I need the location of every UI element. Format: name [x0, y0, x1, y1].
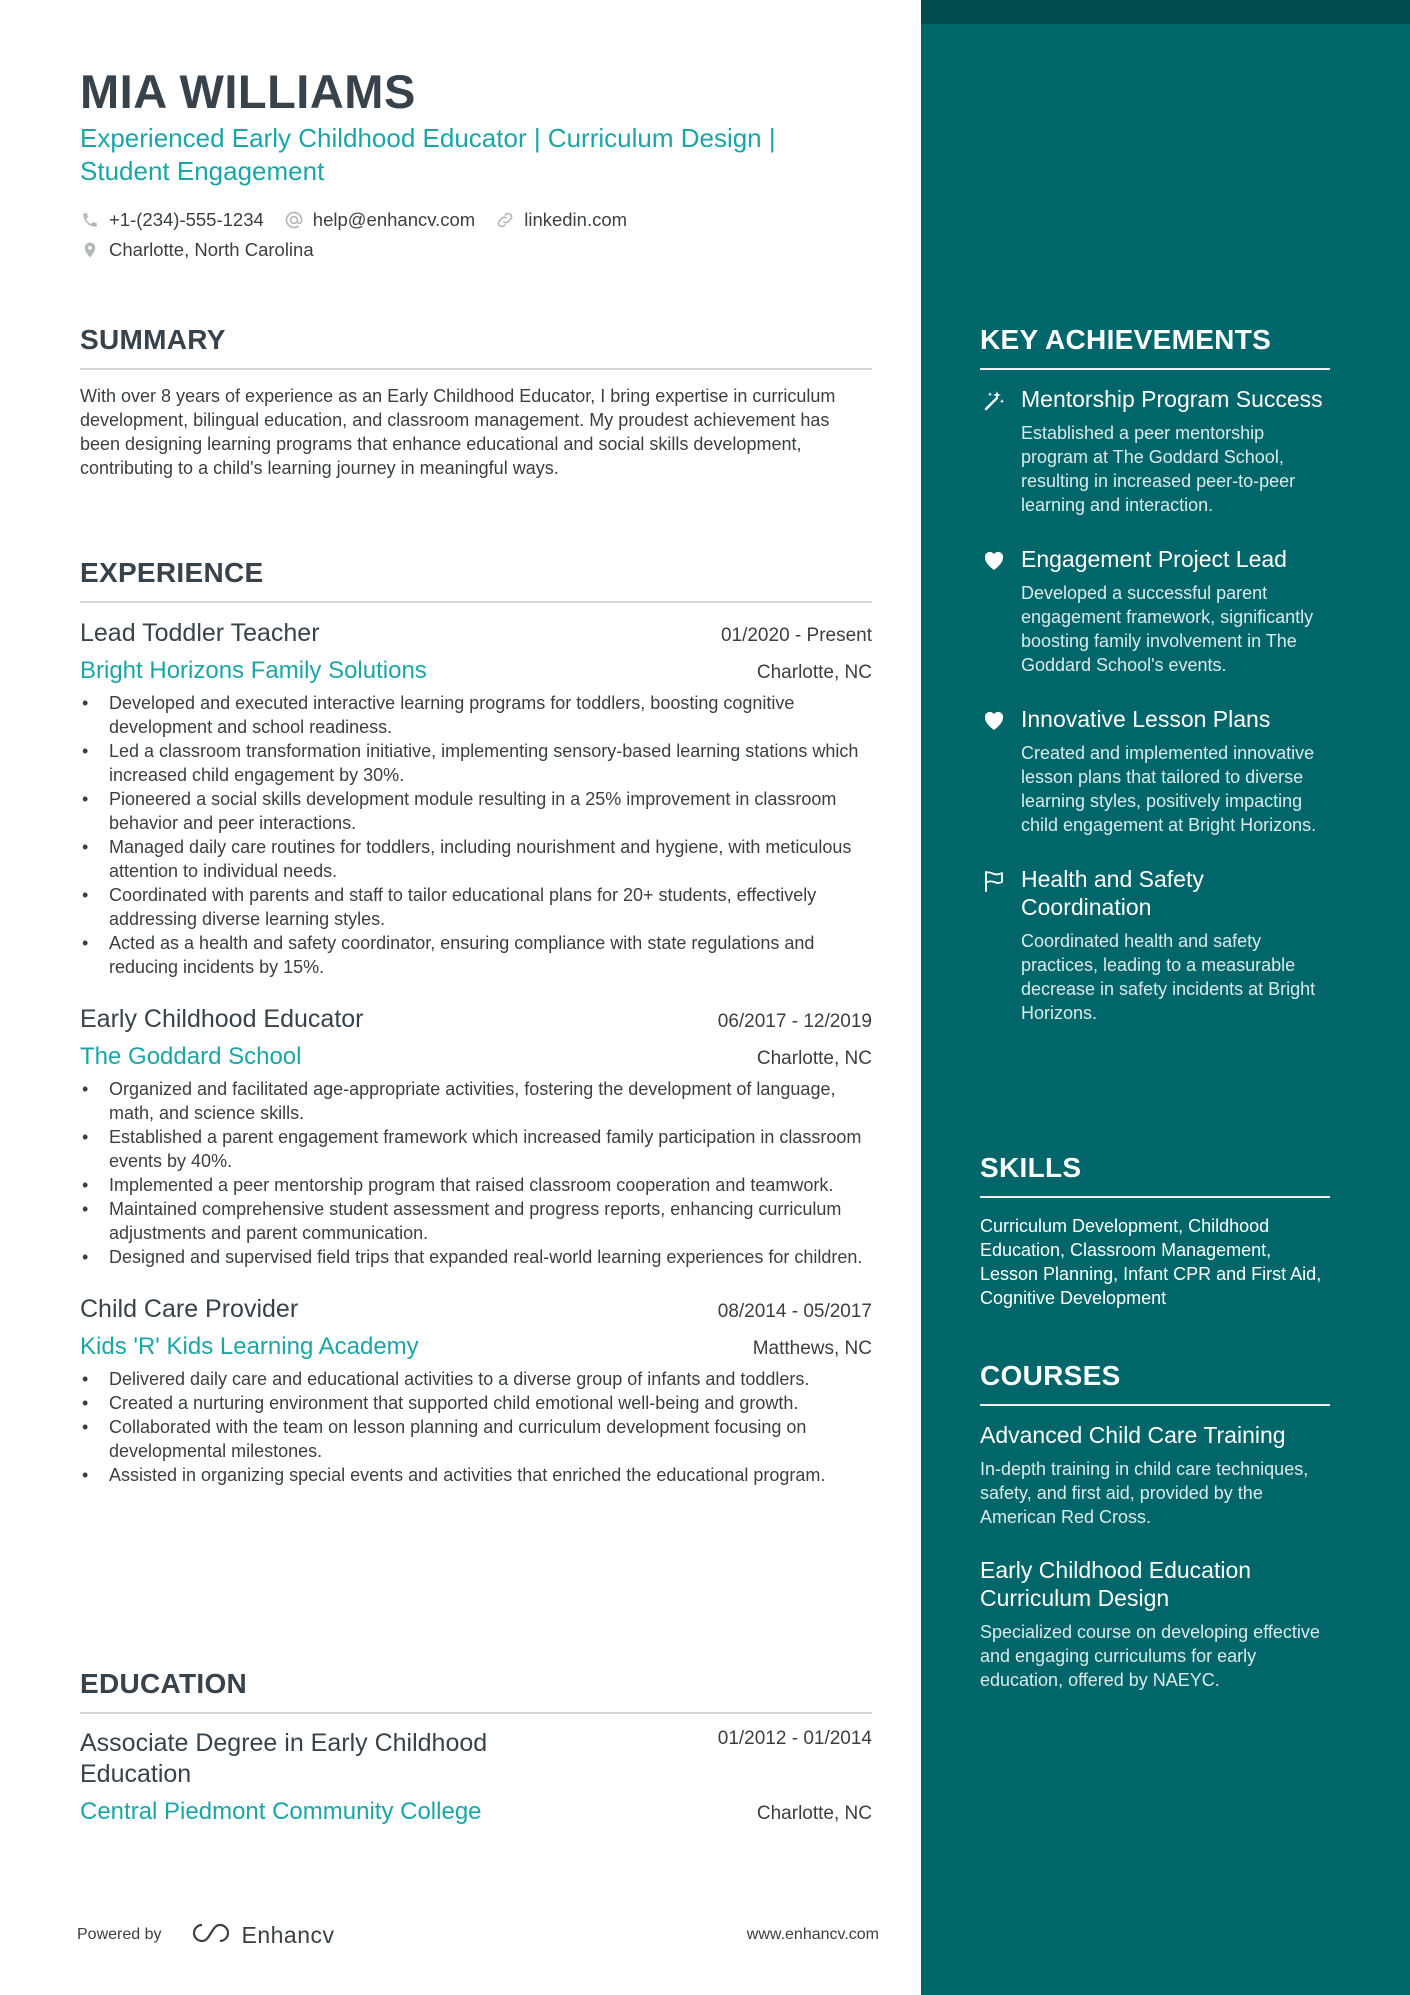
header [80, 62, 872, 265]
website-link[interactable]: www.enhancv.com [746, 1926, 879, 1943]
course-title: Advanced Child Care Training [980, 1422, 1286, 1448]
divider [80, 601, 872, 603]
link-icon [495, 210, 515, 230]
section-title-skills: SKILLS [980, 1152, 1082, 1183]
achievement-item [980, 545, 1330, 677]
divider [980, 1404, 1330, 1406]
bullet-item: • Organized and facilitated age-appropriate activities, fostering the development of language, math, and science skills. [80, 1077, 872, 1125]
education-dates: 01/2012 - 01/2014 [717, 1728, 872, 1749]
email-item[interactable] [284, 209, 475, 231]
school-name: Central Piedmont Community College [80, 1798, 482, 1825]
job-dates: 06/2017 - 12/2019 [717, 1011, 872, 1032]
achievement-title: Innovative Lesson Plans [1021, 706, 1271, 732]
phone-icon [80, 210, 100, 230]
divider [80, 368, 872, 370]
contact-info [80, 205, 872, 265]
candidate-name: MIA WILLIAMS [80, 65, 416, 118]
course-title: Early Childhood Education Curriculum Design [980, 1557, 1252, 1611]
company-name: Bright Horizons Family Solutions [80, 657, 427, 684]
job-bullets [80, 1077, 872, 1269]
brand-name: Enhancv [241, 1921, 335, 1948]
powered-by-label: Powered by [77, 1926, 162, 1943]
achievements-section [980, 322, 1330, 1025]
skills-section [980, 1150, 1330, 1310]
job-location: Charlotte, NC [756, 662, 872, 683]
heart-icon [980, 705, 1008, 737]
phone-item [80, 209, 264, 231]
bullet-item: • Established a parent engagement framework which increased family participation in classroom events by 40%. [80, 1125, 872, 1173]
course-item [980, 1556, 1330, 1692]
section-title-courses: COURSES [980, 1360, 1121, 1391]
headline: Experienced Early Childhood Educator | Curriculum Design | Student Engagement [80, 123, 776, 186]
section-title-experience: EXPERIENCE [80, 557, 264, 588]
job-title: Lead Toddler Teacher [80, 619, 320, 647]
location-text: Charlotte, North Carolina [109, 239, 314, 260]
courses-section [980, 1358, 1330, 1692]
company-name: Kids 'R' Kids Learning Academy [80, 1333, 419, 1360]
bullet-item: • Collaborated with the team on lesson planning and curriculum development focusing on developmental milestones. [80, 1415, 872, 1463]
education-section [80, 1666, 872, 1828]
bullet-item: • Developed and executed interactive learning programs for toddlers, boosting cognitive development and school readiness. [80, 691, 872, 739]
location-pin-icon [80, 240, 100, 260]
sidebar-top-bar [921, 0, 1410, 24]
bullet-item: • Assisted in organizing special events and activities that enriched the educational program. [80, 1463, 872, 1487]
bullet-item: • Maintained comprehensive student assessment and progress reports, enhancing curriculum adjustments and parent communication. [80, 1197, 872, 1245]
bullet-item: • Implemented a peer mentorship program that raised classroom cooperation and teamwork. [80, 1173, 872, 1197]
skills-text: Curriculum Development, Childhood Education, Classroom Management, Lesson Planning, Infant CPR and First Aid, Cognitive Development [980, 1216, 1322, 1308]
phone-text: +1-(234)-555-1234 [109, 209, 264, 230]
course-item [980, 1421, 1330, 1529]
email-text: help@enhancv.com [312, 209, 476, 230]
bullet-item: • Created a nurturing environment that supported child emotional well-being and growth. [80, 1391, 872, 1415]
bullet-item: • Delivered daily care and educational activities to a diverse group of infants and toddlers. [80, 1367, 872, 1391]
enhancv-logo-icon [188, 1921, 234, 1950]
contact-row [80, 205, 872, 235]
job-dates: 01/2020 - Present [720, 625, 872, 646]
magic-wand-icon [980, 385, 1008, 417]
section-title-education: EDUCATION [80, 1668, 248, 1699]
summary-section [80, 322, 872, 480]
bullet-item: • Acted as a health and safety coordinator, ensuring compliance with state regulations and reducing incidents by 15%. [80, 931, 872, 979]
at-icon [284, 210, 304, 230]
heart-icon [980, 545, 1008, 577]
achievement-desc: Coordinated health and safety practices, leading to a measurable decrease in safety incidents at Bright Horizons. [1021, 931, 1316, 1023]
linkedin-text: linkedin.com [524, 209, 628, 230]
footer [77, 1915, 879, 1955]
degree-title: Associate Degree in Early Childhood Education [80, 1729, 488, 1788]
education-entry [80, 1728, 872, 1828]
education-location: Charlotte, NC [756, 1803, 872, 1824]
job-entry [80, 617, 872, 979]
bullet-item: • Led a classroom transformation initiative, implementing sensory-based learning stations which increased child engagement by 30%. [80, 739, 872, 787]
divider [980, 1196, 1330, 1198]
job-title: Early Childhood Educator [80, 1005, 364, 1033]
job-bullets [80, 691, 872, 979]
job-entry [80, 1293, 872, 1487]
summary-text: With over 8 years of experience as an Early Childhood Educator, I bring expertise in curriculum development, bilingual education, and classroom management. My proudest achievement has been designing learning programs that enhance educational and social skills development, contributing to a child's learning journey in meaningful ways. [80, 386, 836, 478]
achievement-item [980, 705, 1330, 837]
bullet-item: • Coordinated with parents and staff to tailor educational plans for 20+ students, effectively addressing diverse learning styles. [80, 883, 872, 931]
company-name: The Goddard School [80, 1043, 302, 1070]
location-item [80, 239, 314, 261]
achievement-desc: Established a peer mentorship program at The Goddard School, resulting in increased peer-to-peer learning and interaction. [1021, 423, 1296, 515]
bullet-item: • Designed and supervised field trips that expanded real-world learning experiences for children. [80, 1245, 872, 1269]
contact-row [80, 235, 872, 265]
achievement-title: Health and Safety Coordination [1021, 866, 1204, 920]
achievement-item [980, 385, 1330, 517]
experience-section [80, 555, 872, 1487]
job-bullets [80, 1367, 872, 1487]
bullet-item: • Pioneered a social skills development module resulting in a 25% improvement in classroom behavior and peer interactions. [80, 787, 872, 835]
job-location: Matthews, NC [752, 1338, 872, 1359]
achievement-desc: Created and implemented innovative lesson plans that tailored to diverse learning styles, positively impacting child engagement at Bright Horizons. [1021, 743, 1317, 835]
job-title: Child Care Provider [80, 1295, 299, 1323]
job-dates: 08/2014 - 05/2017 [717, 1301, 872, 1322]
course-desc: In-depth training in child care techniques, safety, and first aid, provided by the American Red Cross. [980, 1459, 1309, 1527]
flag-icon [980, 865, 1008, 897]
section-title-summary: SUMMARY [80, 324, 226, 355]
job-entry [80, 1003, 872, 1269]
job-location: Charlotte, NC [756, 1048, 872, 1069]
course-desc: Specialized course on developing effective and engaging curriculums for early education, offered by NAEYC. [980, 1622, 1320, 1690]
bullet-item: • Managed daily care routines for toddlers, including nourishment and hygiene, with meticulous attention to individual needs. [80, 835, 872, 883]
achievement-title: Mentorship Program Success [1021, 386, 1323, 412]
divider [80, 1712, 872, 1714]
section-title-achievements: KEY ACHIEVEMENTS [980, 324, 1272, 355]
achievement-item [980, 865, 1330, 1025]
achievement-desc: Developed a successful parent engagement framework, significantly boosting family involvement in The Goddard School's events. [1021, 583, 1314, 675]
achievement-title: Engagement Project Lead [1021, 546, 1287, 572]
divider [980, 368, 1330, 370]
linkedin-item[interactable] [495, 209, 627, 231]
